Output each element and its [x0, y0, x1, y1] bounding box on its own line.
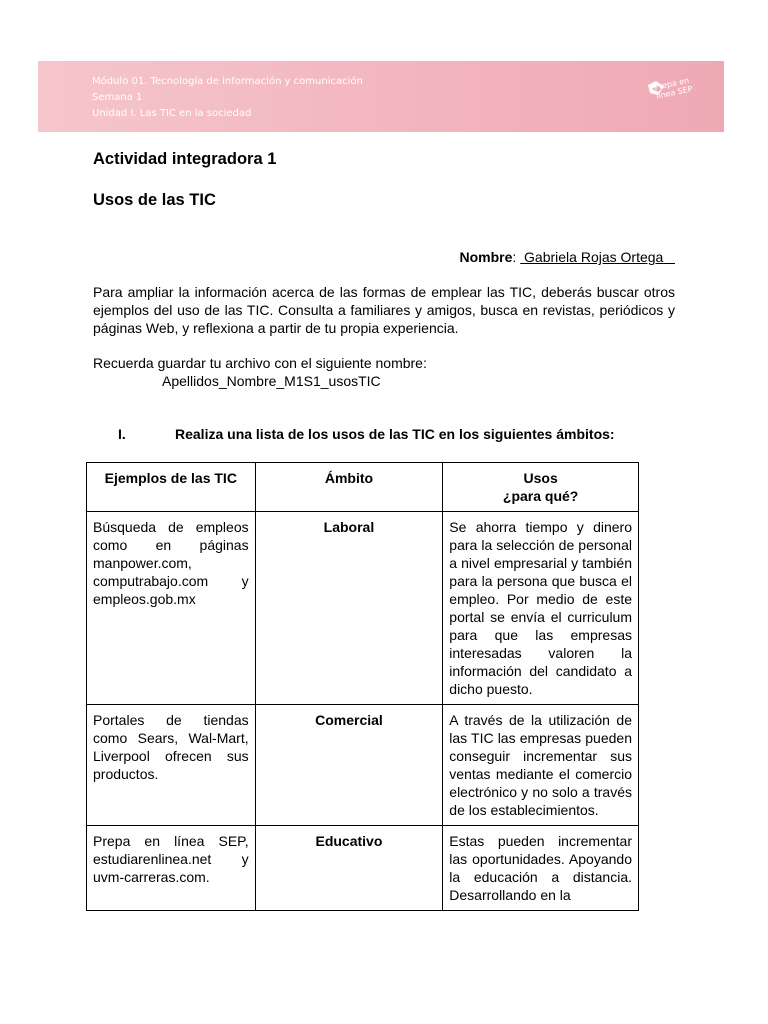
name-label: Nombre [459, 249, 513, 265]
header-banner [38, 61, 724, 132]
name-value: Gabriela Rojas Ortega [524, 249, 664, 265]
page-subtitle: Usos de las TIC [93, 191, 216, 209]
header-usos-line2: ¿para qué? [502, 488, 579, 504]
module-line: Módulo 01. Tecnología de información y comunicación [92, 76, 363, 87]
table-row [87, 512, 639, 705]
ambito-cell: Comercial [255, 705, 443, 826]
usos-cell: Se ahorra tiempo y dinero para la selección de personal a nivel empresarial y también para la persona que busca el empleo. Por medio de este portal se envía el curriculum para que las empresas interesadas valoren la información del candidato a dicho puesto. [443, 512, 639, 705]
table-header-row [87, 463, 639, 512]
header-ejemplos: Ejemplos de las TIC [87, 463, 256, 512]
week-line: Semana 1 [92, 92, 143, 103]
page-title: Actividad integradora 1 [93, 150, 277, 168]
header-usos [443, 463, 639, 512]
usos-cell: A través de la utilización de las TIC las empresas pueden conseguir incrementar sus ventas mediante el comercio electrónico y no solo a través de los establecimientos. [443, 705, 639, 826]
section-number: I. [118, 426, 126, 442]
table-row [87, 826, 639, 911]
section-heading [118, 426, 615, 442]
section-text: Realiza una lista de los usos de las TIC en los siguientes ámbitos: [175, 426, 615, 442]
logo-text: Prepa en línea SEP [653, 75, 694, 101]
intro-paragraph: Para ampliar la información acerca de las formas de emplear las TIC, deberás buscar otros ejemplos del uso de las TIC. Consulta a familiares y amigos, busca en revistas, periódicos y páginas Web, y reflexiona a partir de tu propia experiencia. [93, 284, 675, 336]
ambito-cell: Educativo [255, 826, 443, 911]
student-name: Nombre: Gabriela Rojas Ortega [459, 249, 664, 265]
header-usos-line1: Usos [523, 470, 558, 486]
header-ambito: Ámbito [255, 463, 443, 512]
table-row [87, 705, 639, 826]
usos-cell: Estas pueden incrementar las oportunidades. Apoyando la educación a distancia. Desarrollando en la [443, 826, 639, 911]
ejemplo-cell: Prepa en línea SEP, estudiarenlinea.net y uvm-carreras.com. [87, 826, 256, 911]
reminder-text: Recuerda guardar tu archivo con el siguiente nombre: [93, 355, 427, 371]
header-text [92, 74, 363, 122]
unit-line: Unidad I. Las TIC en la sociedad [92, 108, 252, 119]
ejemplo-cell: Portales de tiendas como Sears, Wal-Mart, Liverpool ofrecen sus productos. [87, 705, 256, 826]
ambito-cell: Laboral [255, 512, 443, 705]
tic-uses-table [86, 462, 639, 911]
ejemplo-cell: Búsqueda de empleos como en páginas manpower.com, computrabajo.com y empleos.gob.mx [87, 512, 256, 705]
filename-text: Apellidos_Nombre_M1S1_usosTIC [162, 373, 381, 389]
